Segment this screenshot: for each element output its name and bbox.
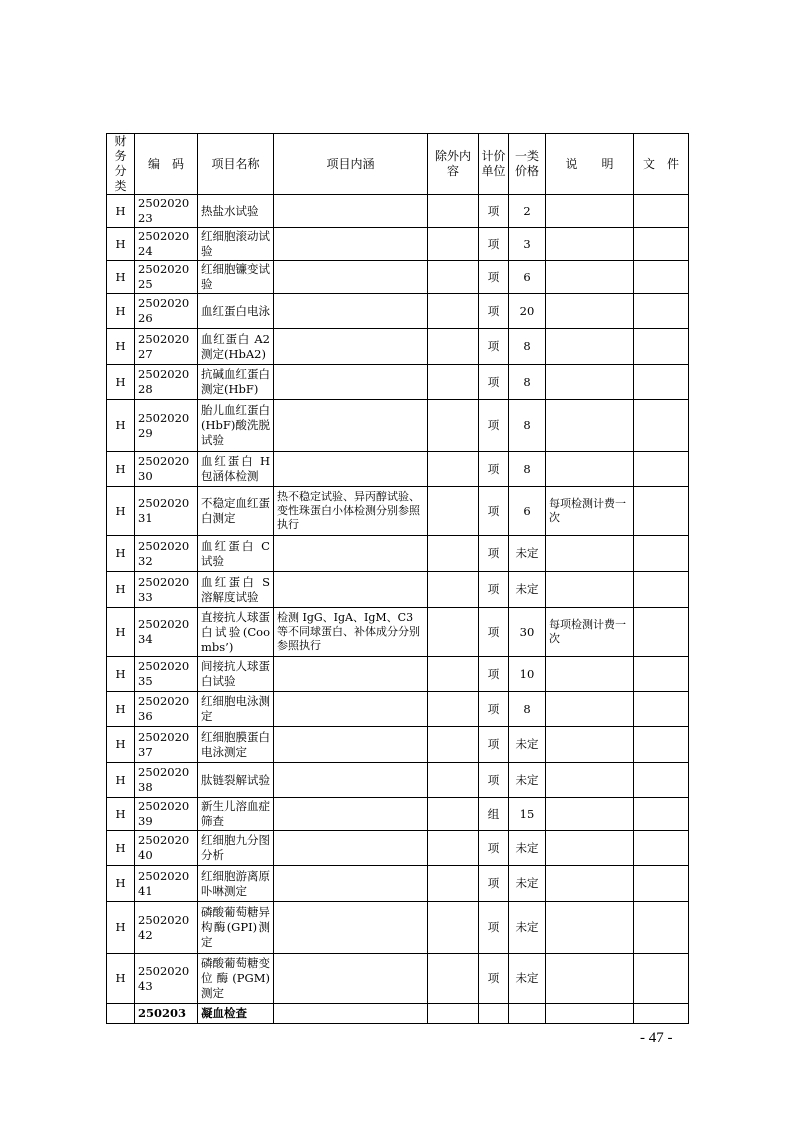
cell-item-name: 直接抗人球蛋白试验(Coombs’) — [198, 608, 274, 657]
cell-category: H — [107, 657, 135, 692]
section-notes — [546, 1004, 634, 1024]
cell-document — [634, 954, 689, 1004]
cell-excluded-content — [428, 261, 479, 294]
cell-price: 8 — [509, 452, 546, 487]
fee-schedule-table — [106, 133, 689, 1024]
cell-price: 6 — [509, 261, 546, 294]
cell-category: H — [107, 329, 135, 365]
cell-excluded-content — [428, 866, 479, 902]
cell-item-content — [274, 228, 428, 261]
cell-excluded-content — [428, 452, 479, 487]
header-code: 编 码 — [135, 134, 198, 195]
page-number: - 47 - — [640, 1030, 673, 1046]
table-row — [107, 487, 689, 536]
cell-price: 未定 — [509, 536, 546, 572]
cell-excluded-content — [428, 657, 479, 692]
cell-category: H — [107, 400, 135, 452]
cell-pricing-unit: 项 — [479, 954, 509, 1004]
cell-code: 250202035 — [135, 657, 198, 692]
cell-item-name: 血红蛋白 S 溶解度试验 — [198, 572, 274, 608]
cell-item-content — [274, 763, 428, 798]
cell-category: H — [107, 294, 135, 329]
section-unit — [479, 1004, 509, 1024]
header-document: 文 件 — [634, 134, 689, 195]
cell-document — [634, 294, 689, 329]
cell-price: 8 — [509, 692, 546, 727]
cell-price: 8 — [509, 400, 546, 452]
cell-item-name: 间接抗人球蛋白试验 — [198, 657, 274, 692]
cell-notes — [546, 798, 634, 831]
cell-excluded-content — [428, 692, 479, 727]
cell-price: 3 — [509, 228, 546, 261]
cell-category: H — [107, 692, 135, 727]
cell-item-content — [274, 798, 428, 831]
header-category: 财务分类 — [107, 134, 135, 195]
cell-document — [634, 487, 689, 536]
table-row — [107, 228, 689, 261]
cell-notes — [546, 727, 634, 763]
cell-excluded-content — [428, 400, 479, 452]
cell-item-content — [274, 902, 428, 954]
cell-category: H — [107, 902, 135, 954]
section-document — [634, 1004, 689, 1024]
cell-item-content — [274, 866, 428, 902]
table-row — [107, 763, 689, 798]
cell-excluded-content — [428, 798, 479, 831]
cell-pricing-unit: 项 — [479, 831, 509, 866]
cell-category: H — [107, 763, 135, 798]
cell-notes — [546, 831, 634, 866]
cell-excluded-content — [428, 228, 479, 261]
cell-notes — [546, 452, 634, 487]
cell-item-name: 肽链裂解试验 — [198, 763, 274, 798]
cell-price: 未定 — [509, 954, 546, 1004]
cell-document — [634, 727, 689, 763]
cell-pricing-unit: 项 — [479, 452, 509, 487]
cell-pricing-unit: 项 — [479, 657, 509, 692]
cell-code: 250202037 — [135, 727, 198, 763]
cell-code: 250202039 — [135, 798, 198, 831]
cell-item-content: 检测 IgG、IgA、IgM、C3 等不同球蛋白、补体成分分别参照执行 — [274, 608, 428, 657]
cell-code: 250202042 — [135, 902, 198, 954]
table-row — [107, 831, 689, 866]
cell-price: 未定 — [509, 572, 546, 608]
section-name: 凝血检查 — [198, 1004, 274, 1024]
cell-code: 250202024 — [135, 228, 198, 261]
cell-category: H — [107, 487, 135, 536]
table-header-row — [107, 134, 689, 195]
cell-item-name: 胎儿血红蛋白(HbF)酸洗脱试验 — [198, 400, 274, 452]
cell-pricing-unit: 项 — [479, 294, 509, 329]
table-row — [107, 902, 689, 954]
section-code: 250203 — [135, 1004, 198, 1024]
cell-excluded-content — [428, 195, 479, 228]
cell-pricing-unit: 项 — [479, 572, 509, 608]
cell-excluded-content — [428, 572, 479, 608]
cell-price: 30 — [509, 608, 546, 657]
cell-category: H — [107, 727, 135, 763]
cell-code: 250202032 — [135, 536, 198, 572]
section-excluded — [428, 1004, 479, 1024]
cell-item-content — [274, 954, 428, 1004]
cell-item-name: 新生儿溶血症筛查 — [198, 798, 274, 831]
cell-code: 250202025 — [135, 261, 198, 294]
cell-excluded-content — [428, 608, 479, 657]
cell-category: H — [107, 866, 135, 902]
cell-code: 250202030 — [135, 452, 198, 487]
cell-category: H — [107, 195, 135, 228]
cell-pricing-unit: 项 — [479, 365, 509, 400]
cell-category: H — [107, 261, 135, 294]
cell-document — [634, 536, 689, 572]
cell-document — [634, 400, 689, 452]
cell-notes: 每项检测计费一次 — [546, 487, 634, 536]
cell-item-name: 血红蛋白电泳 — [198, 294, 274, 329]
table-row — [107, 400, 689, 452]
cell-document — [634, 902, 689, 954]
cell-document — [634, 798, 689, 831]
cell-item-content — [274, 195, 428, 228]
header-notes: 说 明 — [546, 134, 634, 195]
table-row — [107, 536, 689, 572]
cell-pricing-unit: 组 — [479, 798, 509, 831]
header-item-name: 项目名称 — [198, 134, 274, 195]
cell-document — [634, 365, 689, 400]
cell-code: 250202028 — [135, 365, 198, 400]
cell-pricing-unit: 项 — [479, 400, 509, 452]
cell-pricing-unit: 项 — [479, 727, 509, 763]
cell-excluded-content — [428, 487, 479, 536]
cell-document — [634, 763, 689, 798]
cell-item-name: 红细胞电泳测定 — [198, 692, 274, 727]
cell-item-content — [274, 400, 428, 452]
cell-item-content — [274, 365, 428, 400]
cell-notes — [546, 536, 634, 572]
cell-category: H — [107, 228, 135, 261]
cell-price: 未定 — [509, 866, 546, 902]
cell-item-name: 血红蛋白 A2 测定(HbA2) — [198, 329, 274, 365]
cell-pricing-unit: 项 — [479, 195, 509, 228]
cell-notes — [546, 400, 634, 452]
cell-notes — [546, 365, 634, 400]
cell-document — [634, 195, 689, 228]
cell-pricing-unit: 项 — [479, 228, 509, 261]
cell-category: H — [107, 365, 135, 400]
cell-category: H — [107, 608, 135, 657]
cell-notes — [546, 763, 634, 798]
cell-pricing-unit: 项 — [479, 329, 509, 365]
cell-code: 250202034 — [135, 608, 198, 657]
cell-notes — [546, 866, 634, 902]
cell-notes: 每项检测计费一次 — [546, 608, 634, 657]
cell-excluded-content — [428, 536, 479, 572]
header-item-content: 项目内涵 — [274, 134, 428, 195]
cell-code: 250202038 — [135, 763, 198, 798]
cell-notes — [546, 657, 634, 692]
table-row — [107, 329, 689, 365]
cell-item-content — [274, 452, 428, 487]
cell-item-name: 红细胞膜蛋白电泳测定 — [198, 727, 274, 763]
cell-price: 未定 — [509, 902, 546, 954]
table-row — [107, 195, 689, 228]
cell-code: 250202041 — [135, 866, 198, 902]
section-category — [107, 1004, 135, 1024]
cell-code: 250202033 — [135, 572, 198, 608]
cell-pricing-unit: 项 — [479, 763, 509, 798]
cell-item-name: 不稳定血红蛋白测定 — [198, 487, 274, 536]
table-row — [107, 608, 689, 657]
cell-code: 250202031 — [135, 487, 198, 536]
cell-notes — [546, 902, 634, 954]
cell-document — [634, 657, 689, 692]
cell-item-content — [274, 727, 428, 763]
cell-code: 250202040 — [135, 831, 198, 866]
cell-notes — [546, 228, 634, 261]
table-row — [107, 727, 689, 763]
header-class-one-price: 一类价格 — [509, 134, 546, 195]
cell-price: 8 — [509, 329, 546, 365]
cell-notes — [546, 195, 634, 228]
cell-category: H — [107, 572, 135, 608]
cell-document — [634, 572, 689, 608]
cell-category: H — [107, 452, 135, 487]
cell-document — [634, 866, 689, 902]
cell-price: 2 — [509, 195, 546, 228]
cell-item-name: 血红蛋白 H 包涵体检测 — [198, 452, 274, 487]
cell-document — [634, 452, 689, 487]
cell-item-name: 红细胞滚动试验 — [198, 228, 274, 261]
table-row — [107, 657, 689, 692]
table-row — [107, 866, 689, 902]
cell-item-name: 红细胞九分图分析 — [198, 831, 274, 866]
cell-code: 250202029 — [135, 400, 198, 452]
cell-document — [634, 261, 689, 294]
cell-notes — [546, 329, 634, 365]
cell-item-content — [274, 294, 428, 329]
cell-category: H — [107, 798, 135, 831]
cell-pricing-unit: 项 — [479, 487, 509, 536]
cell-item-name: 血红蛋白 C 试验 — [198, 536, 274, 572]
cell-pricing-unit: 项 — [479, 902, 509, 954]
cell-excluded-content — [428, 727, 479, 763]
cell-code: 250202026 — [135, 294, 198, 329]
cell-price: 未定 — [509, 727, 546, 763]
cell-item-name: 磷酸葡萄糖异构酶(GPI)测定 — [198, 902, 274, 954]
cell-item-name: 红细胞镰变试验 — [198, 261, 274, 294]
cell-pricing-unit: 项 — [479, 866, 509, 902]
cell-price: 10 — [509, 657, 546, 692]
cell-excluded-content — [428, 329, 479, 365]
cell-item-name: 红细胞游离原卟啉测定 — [198, 866, 274, 902]
header-excluded-content: 除外内容 — [428, 134, 479, 195]
cell-excluded-content — [428, 763, 479, 798]
section-header-row — [107, 1004, 689, 1024]
cell-document — [634, 228, 689, 261]
cell-pricing-unit: 项 — [479, 692, 509, 727]
cell-item-content — [274, 692, 428, 727]
cell-notes — [546, 692, 634, 727]
header-pricing-unit: 计价单位 — [479, 134, 509, 195]
section-content — [274, 1004, 428, 1024]
cell-excluded-content — [428, 365, 479, 400]
table-row — [107, 692, 689, 727]
cell-excluded-content — [428, 902, 479, 954]
cell-item-content — [274, 261, 428, 294]
cell-item-content — [274, 572, 428, 608]
cell-price: 20 — [509, 294, 546, 329]
cell-notes — [546, 294, 634, 329]
cell-code: 250202027 — [135, 329, 198, 365]
cell-category: H — [107, 954, 135, 1004]
cell-document — [634, 831, 689, 866]
cell-notes — [546, 261, 634, 294]
table-row — [107, 572, 689, 608]
cell-item-content — [274, 329, 428, 365]
cell-pricing-unit: 项 — [479, 608, 509, 657]
cell-document — [634, 329, 689, 365]
cell-category: H — [107, 831, 135, 866]
cell-item-content: 热不稳定试验、异丙醇试验、变性珠蛋白小体检测分别参照执行 — [274, 487, 428, 536]
table-row — [107, 261, 689, 294]
cell-item-content — [274, 831, 428, 866]
table-row — [107, 798, 689, 831]
table-row — [107, 452, 689, 487]
table-row — [107, 365, 689, 400]
cell-price: 8 — [509, 365, 546, 400]
cell-code: 250202043 — [135, 954, 198, 1004]
cell-price: 未定 — [509, 763, 546, 798]
cell-item-content — [274, 657, 428, 692]
cell-document — [634, 608, 689, 657]
cell-item-name: 抗碱血红蛋白测定(HbF) — [198, 365, 274, 400]
cell-item-name: 磷酸葡萄糖变位酶(PGM)测定 — [198, 954, 274, 1004]
cell-category: H — [107, 536, 135, 572]
cell-pricing-unit: 项 — [479, 536, 509, 572]
cell-pricing-unit: 项 — [479, 261, 509, 294]
cell-code: 250202023 — [135, 195, 198, 228]
cell-price: 15 — [509, 798, 546, 831]
cell-code: 250202036 — [135, 692, 198, 727]
table-row — [107, 294, 689, 329]
cell-excluded-content — [428, 831, 479, 866]
section-price — [509, 1004, 546, 1024]
cell-excluded-content — [428, 954, 479, 1004]
table-body — [107, 195, 689, 1024]
cell-price: 6 — [509, 487, 546, 536]
cell-item-name: 热盐水试验 — [198, 195, 274, 228]
table-row — [107, 954, 689, 1004]
cell-price: 未定 — [509, 831, 546, 866]
cell-excluded-content — [428, 294, 479, 329]
cell-notes — [546, 954, 634, 1004]
cell-notes — [546, 572, 634, 608]
cell-item-content — [274, 536, 428, 572]
cell-document — [634, 692, 689, 727]
